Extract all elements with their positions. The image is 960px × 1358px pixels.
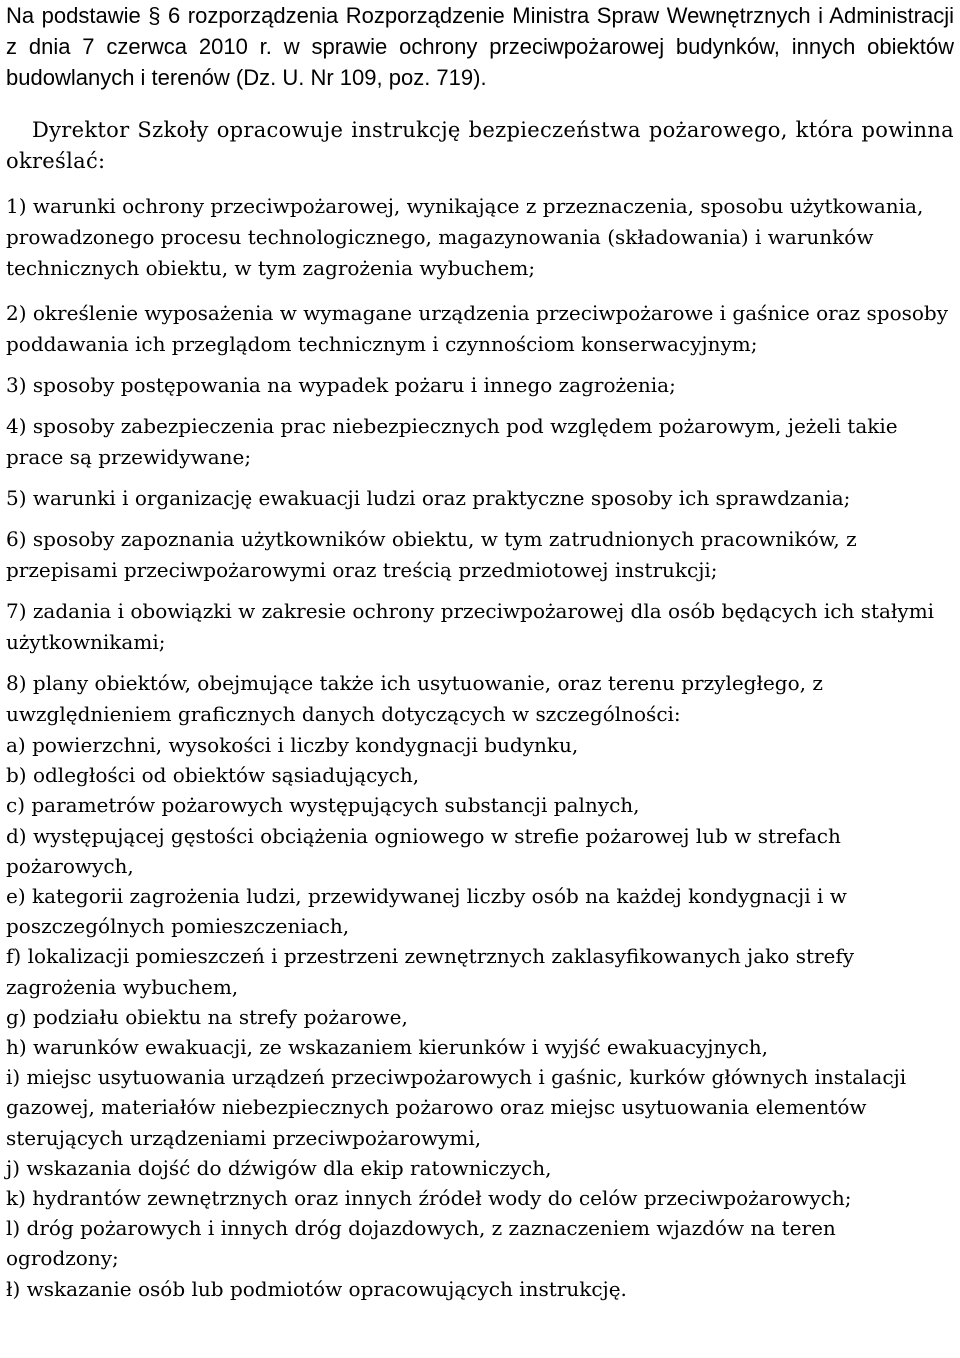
plan-details-sublist [6,730,954,1304]
list-item: 2) określenie wyposażenia w wymagane urządzenia przeciwpożarowe i gaśnice oraz sposoby poddawania ich przeglądom technicznym i czynnościom konserwacyjnym; [6,301,949,356]
sublist-item: f) lokalizacji pomieszczeń i przestrzeni zewnętrznych zaklasyfikowanych jako strefy zagrożenia wybuchem, [6,944,855,999]
sublist-item: k) hydrantów zewnętrznych oraz innych źródeł wody do celów przeciwpożarowych; [6,1186,852,1211]
section-heading: Dyrektor Szkoły opracowuje instrukcję bezpieczeństwa pożarowego, która powinna określać: [6,118,954,173]
sublist-item: e) kategorii zagrożenia ludzi, przewidywanej liczby osób na każdej kondygnacji i w poszczególnych pomieszczeniach, [6,884,847,939]
sublist-item: ł) wskazanie osób lub podmiotów opracowujących instrukcję. [6,1276,627,1301]
sublist-item: c) parametrów pożarowych występujących substancji palnych, [6,793,640,818]
list-item: 1) warunki ochrony przeciwpożarowej, wynikające z przeznaczenia, sposobu użytkowania, prowadzonego procesu technologicznego, magazynowania (składowania) i warunków technicznych obiektu, w tym zagrożenia wybuchem; [6,194,924,280]
sublist-item: l) dróg pożarowych i innych dróg dojazdowych, z zaznaczeniem wjazdów na teren ogrodzony; [6,1216,836,1271]
sublist-item: b) odległości od obiektów sąsiadujących, [6,763,420,788]
list-item: 7) zadania i obowiązki w zakresie ochrony przeciwpożarowej dla osób będących ich stałymi użytkownikami; [6,599,935,654]
list-item: 3) sposoby postępowania na wypadek pożaru i innego zagrożenia; [6,373,676,397]
sublist-item: h) warunków ewakuacji, ze wskazaniem kierunków i wyjść ewakuacyjnych, [6,1035,769,1060]
list-item: 6) sposoby zapoznania użytkowników obiektu, w tym zatrudnionych pracowników, z przepisami przeciwpożarowymi oraz treścią przedmiotowej instrukcji; [6,527,857,582]
sublist-item: g) podziału obiektu na strefy pożarowe, [6,1004,408,1029]
list-item: 8) plany obiektów, obejmujące także ich usytuowanie, oraz terenu przyległego, z uwzględnieniem graficznych danych dotyczących w szczególności: [6,671,823,726]
sublist-item: a) powierzchni, wysokości i liczby kondygnacji budynku, [6,733,579,757]
legal-basis-paragraph: Na podstawie § 6 rozporządzenia Rozporządzenie Ministra Spraw Wewnętrznych i Administracji z dnia 7 czerwca 2010 r. w sprawie ochrony przeciwpożarowej budynków, innych obiektów budowlanych i terenów (Dz. U. Nr 109, poz. 719). [6,3,954,90]
document-page [6,0,954,1304]
sublist-item: j) wskazania dojść do dźwigów dla ekip ratowniczych, [6,1155,552,1180]
sublist-item: i) miejsc usytuowania urządzeń przeciwpożarowych i gaśnic, kurków głównych instalacji gazowej, materiałów niebezpiecznych pożarowo oraz miejsc usytuowania elementów sterujących urządzeniami przeciwpożarowymi, [6,1065,907,1150]
sublist-item: d) występującej gęstości obciążenia ogniowego w strefie pożarowej lub w strefach pożarowych, [6,823,841,878]
requirements-list [6,191,954,730]
list-item: 5) warunki i organizację ewakuacji ludzi oraz praktyczne sposoby ich sprawdzania; [6,486,851,510]
list-item: 4) sposoby zabezpieczenia prac niebezpiecznych pod względem pożarowym, jeżeli takie prace są przewidywane; [6,414,898,469]
